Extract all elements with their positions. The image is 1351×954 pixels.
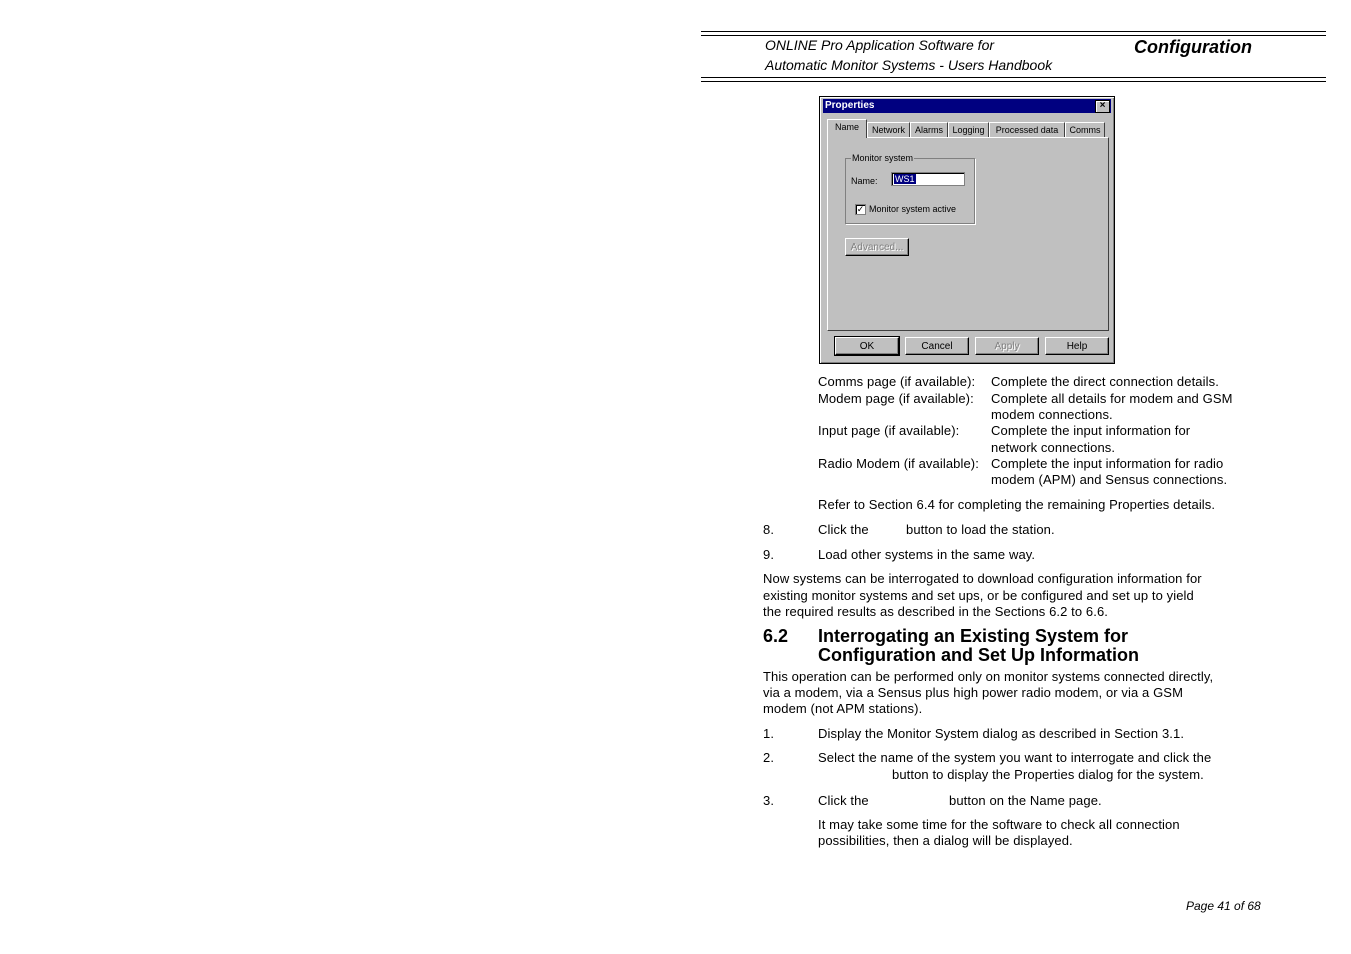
tab-logging[interactable]: Logging [948,122,989,137]
def-term-radio: Radio Modem (if available): [818,456,979,471]
tab-panel-name [827,137,1109,331]
para2-line1: This operation can be performed only on monitor systems connected directly, [763,669,1214,684]
para1-line2: existing monitor systems and set ups, or be configured and set up to yield [763,588,1194,603]
note-line2: possibilities, then a dialog will be displayed. [818,833,1073,848]
ok-button[interactable]: OK [835,337,899,355]
name-label: Name: [851,176,878,186]
header-rule-top-2 [701,35,1326,36]
step9-text: Load other systems in the same way. [818,547,1036,562]
dialog-title: Properties [825,100,875,111]
dialog-titlebar [823,99,1111,113]
section-title-line2: Configuration and Set Up Information [818,645,1139,665]
def-term-input: Input page (if available): [818,423,960,438]
monitor-system-group [845,153,975,224]
tab-network[interactable]: Network [867,122,910,137]
step3-text-a: Click the [818,793,869,808]
para1-line3: the required results as described in the Sections 6.2 to 6.6. [763,604,1109,619]
def-desc-modem-2: modem connections. [991,407,1113,422]
apply-button[interactable]: Apply [975,337,1039,355]
step2-line1: Select the name of the system you want to interrogate and click the [818,750,1212,765]
tab-alarms[interactable]: Alarms [910,122,948,137]
header-rule-bottom-2 [701,81,1326,82]
header-rule-bottom [701,77,1326,78]
def-term-modem: Modem page (if available): [818,391,974,406]
step8-number: 8. [763,522,775,537]
tab-name[interactable]: Name [827,119,867,138]
step2-line2: button to display the Properties dialog for the system. [892,767,1204,782]
step3-text-b: button on the Name page. [949,793,1102,808]
tab-processed-data[interactable]: Processed data [989,122,1065,137]
def-term-comms: Comms page (if available): [818,374,976,389]
monitor-active-checkbox[interactable]: ✓ [856,204,865,214]
para2-line2: via a modem, via a Sensus plus high power radio modem, or via a GSM [763,685,1184,700]
step2-number: 2. [763,750,775,765]
para1-line1: Now systems can be interrogated to download configuration information for [763,571,1202,586]
step3-number: 3. [763,793,775,808]
step8-text-a: Click the [818,522,869,537]
para2-line3: modem (not APM stations). [763,701,923,716]
def-desc-modem-1: Complete all details for modem and GSM [991,391,1233,406]
cancel-button[interactable]: Cancel [905,337,969,355]
header-rule-top [701,31,1326,32]
step1-number: 1. [763,726,775,741]
header-title-line1: ONLINE Pro Application Software for [765,37,995,53]
help-button[interactable]: Help [1045,337,1109,355]
step1-text: Display the Monitor System dialog as described in Section 3.1. [818,726,1185,741]
step8-text-b: button to load the station. [906,522,1055,537]
def-desc-input-2: network connections. [991,440,1116,455]
def-desc-radio-2: modem (APM) and Sensus connections. [991,472,1228,487]
monitor-active-label: Monitor system active [869,204,957,214]
def-desc-radio-1: Complete the input information for radio [991,456,1224,471]
advanced-button[interactable]: Advanced... [845,238,909,256]
note-line1: It may take some time for the software to check all connection [818,817,1180,832]
name-input[interactable] [891,172,965,186]
section-title-line1: Interrogating an Existing System for [818,626,1129,646]
def-desc-comms: Complete the direct connection details. [991,374,1219,389]
header-title-line2: Automatic Monitor Systems - Users Handbook [765,57,1053,73]
step9-number: 9. [763,547,775,562]
page-number: Page 41 of 68 [1186,899,1261,913]
header-section-name: Configuration [1134,37,1252,57]
def-desc-input-1: Complete the input information for [991,423,1191,438]
tab-comms[interactable]: Comms [1065,122,1105,137]
name-input-value: WS1 [895,174,915,184]
group-label: Monitor system [852,153,914,163]
section-number: 6.2 [763,626,789,646]
close-icon[interactable]: × [1095,100,1110,113]
properties-dialog [819,96,1115,364]
refer-text: Refer to Section 6.4 for completing the remaining Properties details. [818,497,1216,512]
